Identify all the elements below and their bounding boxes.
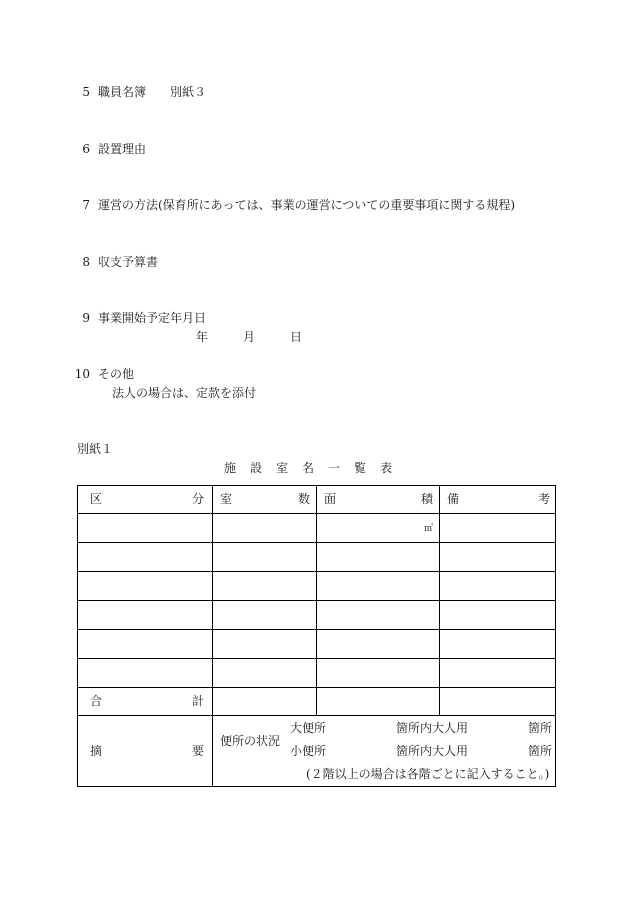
total-label-end: 計 xyxy=(192,694,205,708)
toilet-unit-large: 箇所 xyxy=(528,721,553,735)
header-category-start: 区 xyxy=(90,492,103,506)
item-number: 10 xyxy=(74,367,90,381)
row-divider xyxy=(78,715,555,716)
item-text: 職員名簿 別紙３ xyxy=(98,85,207,99)
date-day: 日 xyxy=(290,330,303,344)
header-area-end: 積 xyxy=(421,492,434,506)
toilet-count-small: 箇所内大人用 xyxy=(396,744,469,758)
item-number: 5 xyxy=(82,85,90,99)
item-text: 収支予算書 xyxy=(98,255,159,269)
date-month: 月 xyxy=(243,330,256,344)
attachment-label: 別紙１ xyxy=(77,442,114,456)
column-divider xyxy=(212,486,213,787)
toilet-note: (２階以上の場合は各階ごとに記入すること。) xyxy=(306,767,550,781)
item-10 xyxy=(68,367,134,381)
item-text: 運営の方法(保育所にあっては、事業の運営についての重要事項に関する規程) xyxy=(98,198,516,212)
other-note: 法人の場合は、定款を添付 xyxy=(112,386,257,400)
column-divider xyxy=(316,486,317,715)
toilet-label: 便所の状況 xyxy=(220,734,281,748)
header-rooms-end: 数 xyxy=(298,492,311,506)
toilet-type-large: 大便所 xyxy=(290,721,327,735)
item-number: 8 xyxy=(82,255,90,269)
item-number: 6 xyxy=(82,142,90,156)
header-area-start: 面 xyxy=(324,492,337,506)
item-6 xyxy=(68,142,146,156)
column-divider xyxy=(439,486,440,715)
toilet-type-small: 小便所 xyxy=(290,744,327,758)
summary-label-start: 摘 xyxy=(90,744,103,758)
total-label-start: 合 xyxy=(90,694,103,708)
table-title: 施設室名一覧表 xyxy=(223,461,406,475)
item-text: 事業開始予定年月日 xyxy=(98,311,207,325)
facility-room-table xyxy=(77,485,556,787)
item-number: 7 xyxy=(82,198,90,212)
header-category-end: 分 xyxy=(192,492,205,506)
header-rooms-start: 室 xyxy=(220,492,233,506)
item-number: 9 xyxy=(82,311,90,325)
item-7 xyxy=(68,198,515,212)
toilet-count-large: 箇所内大人用 xyxy=(396,721,469,735)
date-year: 年 xyxy=(196,330,209,344)
toilet-unit-small: 箇所 xyxy=(528,744,553,758)
header-remarks-start: 備 xyxy=(447,492,460,506)
area-unit: ㎡ xyxy=(424,524,434,534)
summary-label-end: 要 xyxy=(192,744,205,758)
item-9 xyxy=(68,311,206,325)
item-8 xyxy=(68,255,158,269)
item-text: 設置理由 xyxy=(98,142,147,156)
header-remarks-end: 考 xyxy=(538,492,551,506)
item-text: その他 xyxy=(98,367,135,381)
item-5 xyxy=(68,85,206,99)
